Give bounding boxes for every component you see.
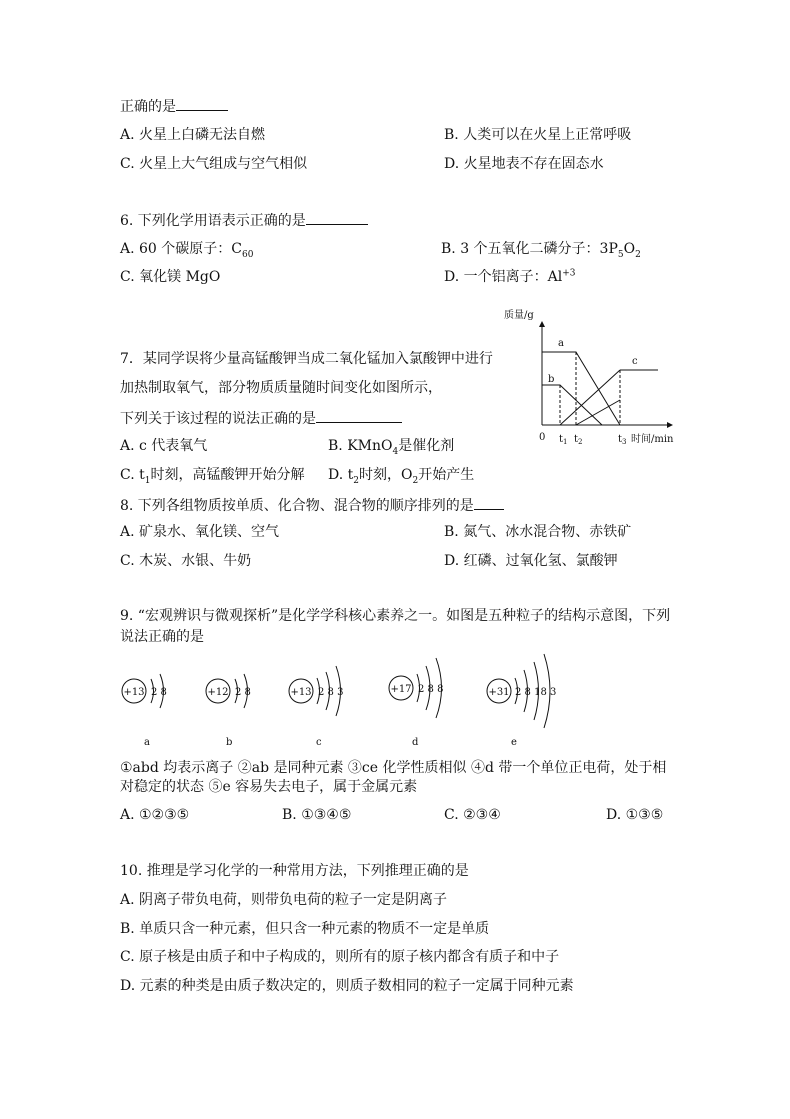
q9-line1: 9. “宏观辨识与微观探析”是化学学科核心素养之一。如图是五种粒子的结构示意图，下列 xyxy=(120,608,671,624)
label-c: c xyxy=(632,356,638,367)
q7-line1: 7．某同学误将少量高锰酸钾当成二氧化锰加入氯酸钾中进行 xyxy=(120,351,493,367)
q7-option-d: D. $t_2$时刻，$O_2$开始产生 xyxy=(328,467,475,486)
q7-option-c: C. $t_1$时刻，高锰酸钾开始分解 xyxy=(120,467,305,486)
answer-blank xyxy=(306,210,368,225)
q10-option-b: B. 单质只含一种元素，但只含一种元素的物质不一定是单质 xyxy=(120,921,490,937)
t3-label: $t_3$ xyxy=(618,434,627,446)
q9-option-a: A. ①②③⑤ xyxy=(120,807,190,823)
atom-a-electrons: 2 8 xyxy=(151,687,167,698)
q8-option-c: C. 木炭、水银、牛奶 xyxy=(120,553,252,569)
q5-option-d: D. 火星地表不存在固态水 xyxy=(444,156,604,172)
q7-line3: 下列关于该过程的说法正确的是 xyxy=(120,408,402,428)
atom-c-nucleus: +13 xyxy=(290,687,312,698)
atom-b-electrons: 2 8 xyxy=(235,687,251,698)
answer-blank xyxy=(316,408,402,423)
atom-b-nucleus: +12 xyxy=(207,687,229,698)
q6-option-a: A. 60 个碳原子：$C_{60}$ xyxy=(120,241,254,260)
atom-a-label: a xyxy=(144,737,150,748)
atom-e-nucleus: +31 xyxy=(488,687,510,698)
q9-statements-line1: ①abd 均表示离子 ②ab 是同种元素 ③ce 化学性质相似 ④d 带一个单位正电荷，处于相 xyxy=(120,760,667,776)
q8-option-a: A. 矿泉水、氧化镁、空气 xyxy=(120,524,280,540)
atom-d-nucleus: +17 xyxy=(390,684,412,695)
atom-d-electrons: 2 8 8 xyxy=(418,684,444,695)
atom-d xyxy=(389,658,443,748)
q5-option-c: C. 火星上大气组成与空气相似 xyxy=(120,156,308,172)
q9-option-d: D. ①③⑤ xyxy=(606,807,664,823)
q7-mass-time-graph xyxy=(496,300,686,450)
atom-e-label: e xyxy=(511,737,517,748)
series-a-line xyxy=(542,352,620,425)
q5-option-a: A. 火星上白磷无法自燃 xyxy=(120,127,266,143)
atom-e-electrons: 2 8 18 3 xyxy=(515,687,557,698)
label-b: b xyxy=(548,374,555,385)
q6-option-b: B. 3 个五氧化二磷分子：$3P_5O_2$ xyxy=(441,241,641,260)
answer-blank xyxy=(474,495,504,510)
atom-b-label: b xyxy=(226,737,233,748)
label-a: a xyxy=(558,338,564,349)
q8-option-d: D. 红磷、过氧化氢、氯酸钾 xyxy=(444,553,618,569)
t1-label: $t_1$ xyxy=(559,434,568,446)
graph-x-label: 时间/min xyxy=(631,434,674,445)
q7-option-b: B. KMnO$_4$是催化剂 xyxy=(328,438,455,457)
origin-label: 0 xyxy=(539,432,546,443)
atom-c xyxy=(289,666,343,748)
t2-label: $t_2$ xyxy=(574,434,583,446)
q8-stem: 8. 下列各组物质按单质、化合物、混合物的顺序排列的是 xyxy=(120,495,504,515)
q6-stem: 6. 下列化学用语表示正确的是 xyxy=(120,210,368,230)
q10-stem: 10. 推理是学习化学的一种常用方法，下列推理正确的是 xyxy=(120,863,469,879)
atom-a xyxy=(122,674,167,748)
q9-option-b: B. ①③④⑤ xyxy=(282,807,352,823)
q6-option-c: C. 氧化镁 MgO xyxy=(120,269,221,285)
q10-option-d: D. 元素的种类是由质子数决定的，则质子数相同的粒子一定属于同种元素 xyxy=(120,978,574,994)
answer-blank xyxy=(176,96,228,111)
q7-line2: 加热制取氧气，部分物质质量随时间变化如图所示， xyxy=(120,380,442,396)
atom-c-electrons: 2 8 3 xyxy=(318,687,344,698)
graph-y-label: 质量/g xyxy=(504,310,534,321)
q8-option-b: B. 氮气、冰水混合物、赤铁矿 xyxy=(444,524,632,540)
atom-a-nucleus: +13 xyxy=(123,687,145,698)
q5-stem: 正确的是 xyxy=(120,96,228,116)
series-b-line xyxy=(542,385,602,425)
atom-d-label: d xyxy=(412,737,419,748)
q9-option-c: C. ②③④ xyxy=(444,807,501,823)
atom-c-label: c xyxy=(316,737,322,748)
q5-option-b: B. 人类可以在火星上正常呼吸 xyxy=(444,127,632,143)
q6-option-d: D. 一个铝离子：$Al^{+3}$ xyxy=(444,268,576,285)
atom-e xyxy=(487,654,556,748)
q9-statements-line2: 对稳定的状态 ⑤e 容易失去电子，属于金属元素 xyxy=(120,779,418,795)
q10-option-c: C. 原子核是由质子和中子构成的，则所有的原子核内都含有质子和中子 xyxy=(120,949,560,965)
q7-option-a: A. c 代表氧气 xyxy=(120,438,208,454)
q9-atom-structure-diagrams xyxy=(110,648,580,752)
q10-option-a: A. 阴离子带负电荷，则带负电荷的粒子一定是阴离子 xyxy=(120,892,448,908)
q9-line2: 说法正确的是 xyxy=(120,629,204,645)
atom-b xyxy=(206,674,251,748)
